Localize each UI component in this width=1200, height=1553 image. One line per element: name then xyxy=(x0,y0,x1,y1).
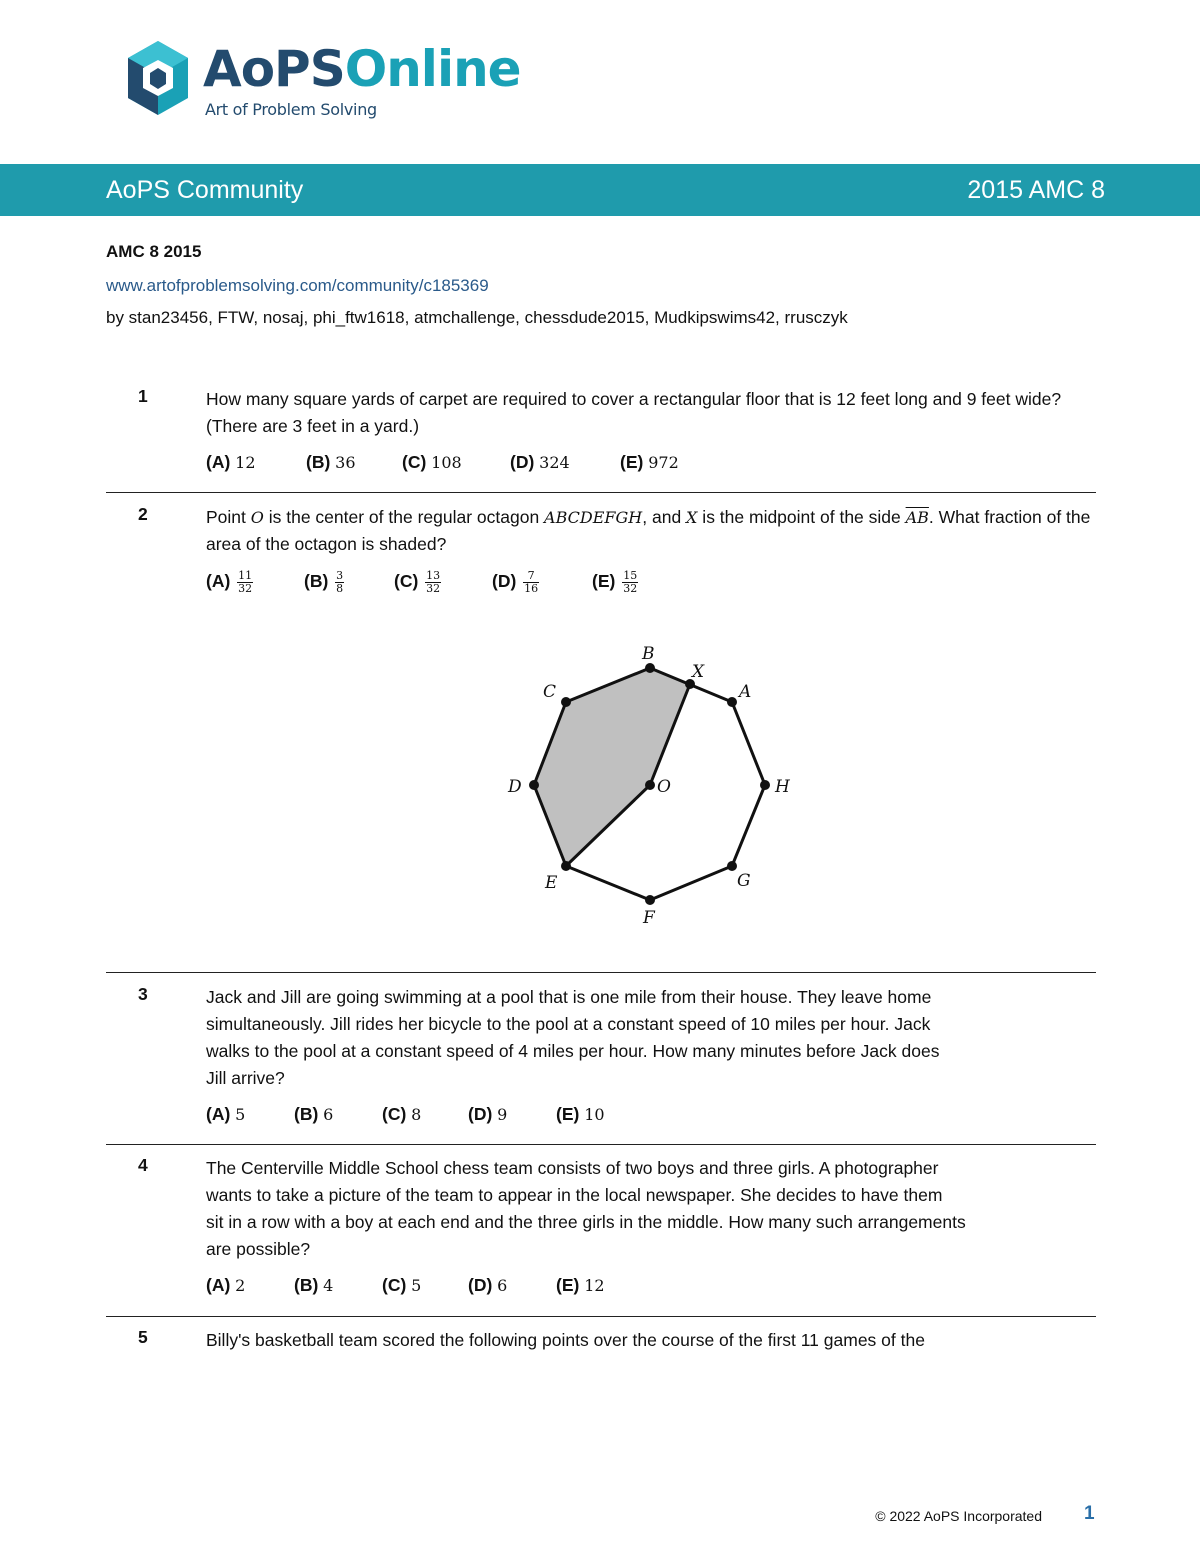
choice-b: (B) 6 xyxy=(294,1104,334,1124)
choice-c: (C) 8 xyxy=(382,1104,422,1124)
label-c: C xyxy=(543,682,557,702)
label-d: D xyxy=(508,777,522,797)
divider xyxy=(106,492,1096,493)
problem-text: Point O is the center of the regular octagon ABCDEFGH, and X is the midpoint of the side $\overline{AB}$. What fraction of the area of the octagon is shaded? xyxy=(206,507,1091,554)
problem-text: Jack and Jill are going swimming at a pool that is one mile from their house. They leave home simultaneously. Jill rides her bicycle to the pool at a constant speed of 10 miles per hour. Jack walks to the pool at a constant speed of 4 miles per hour. How many minutes before Jack does Jill arrive? xyxy=(206,987,940,1088)
problem-number: 4 xyxy=(138,1155,148,1175)
shaded-region xyxy=(534,668,690,866)
choice-a: (A) 2 xyxy=(206,1275,246,1295)
problem-text: Billy's basketball team scored the following points over the course of the first 11 games of the xyxy=(206,1330,925,1350)
choice-e: (E) $\frac{15}{32}$ xyxy=(592,569,638,595)
divider xyxy=(106,1144,1096,1145)
problem-text: The Centerville Middle School chess team consists of two boys and three girls. A photographer wants to take a picture of the team to appear in the local newspaper. She decides to have them sit in a row with a boy at each end and the three girls in the middle. How many such arrangements are possible? xyxy=(206,1158,966,1259)
choice-d: (D) 9 xyxy=(468,1104,508,1124)
problem-number: 1 xyxy=(138,386,148,406)
choice-b: (B) $\frac{3}{8}$ xyxy=(304,569,344,595)
choice-d: (D) 324 xyxy=(510,452,570,472)
community-link[interactable]: www.artofproblemsolving.com/community/c185369 xyxy=(106,276,489,295)
label-h: H xyxy=(775,777,790,797)
choice-a: (A) 12 xyxy=(206,452,256,472)
choice-d: (D) 6 xyxy=(468,1275,508,1295)
choice-e: (E) 12 xyxy=(556,1275,605,1295)
label-f: F xyxy=(643,908,655,928)
label-x: X xyxy=(692,662,705,682)
logo-tagline: Art of Problem Solving xyxy=(205,100,377,119)
label-a: A xyxy=(739,682,752,702)
octagon-diagram xyxy=(495,630,815,940)
choice-c: (C) $\frac{13}{32}$ xyxy=(394,569,441,595)
label-b: B xyxy=(642,644,655,664)
page-number: 1 xyxy=(1084,1503,1095,1524)
choice-b: (B) 36 xyxy=(306,452,356,472)
copyright-footer: © 2022 AoPS Incorporated xyxy=(875,1508,1042,1524)
choice-d: (D) $\frac{7}{16}$ xyxy=(492,569,539,595)
choice-a: (A) $\frac{11}{32}$ xyxy=(206,569,253,595)
label-e: E xyxy=(545,873,558,893)
authors-line: by stan23456, FTW, nosaj, phi_ftw1618, atmchallenge, chessdude2015, Mudkipswims42, rrusczyk xyxy=(106,308,848,327)
choice-c: (C) 108 xyxy=(402,452,462,472)
choice-e: (E) 972 xyxy=(620,452,679,472)
divider xyxy=(106,972,1096,973)
problem-number: 5 xyxy=(138,1327,148,1347)
banner-contest-title: 2015 AMC 8 xyxy=(967,176,1105,204)
problem-number: 2 xyxy=(138,504,148,524)
aops-online-logo xyxy=(125,38,545,128)
choice-e: (E) 10 xyxy=(556,1104,605,1124)
octagon-figure xyxy=(495,630,815,940)
choice-b: (B) 4 xyxy=(294,1275,334,1295)
choice-c: (C) 5 xyxy=(382,1275,422,1295)
problem-number: 3 xyxy=(138,984,148,1004)
banner-community-title: AoPS Community xyxy=(106,176,304,204)
label-g: G xyxy=(737,871,751,891)
community-banner xyxy=(0,164,1200,216)
divider xyxy=(106,1316,1096,1317)
problem-text: How many square yards of carpet are required to cover a rectangular floor that is 12 feet long and 9 feet wide? (There are 3 feet in a yard.) xyxy=(206,389,1062,436)
aops-cube-icon xyxy=(125,38,191,120)
label-o: O xyxy=(657,777,671,797)
document-title: AMC 8 2015 xyxy=(106,242,202,261)
choice-a: (A) 5 xyxy=(206,1104,246,1124)
logo-wordmark: AoPSOnline xyxy=(203,40,521,98)
